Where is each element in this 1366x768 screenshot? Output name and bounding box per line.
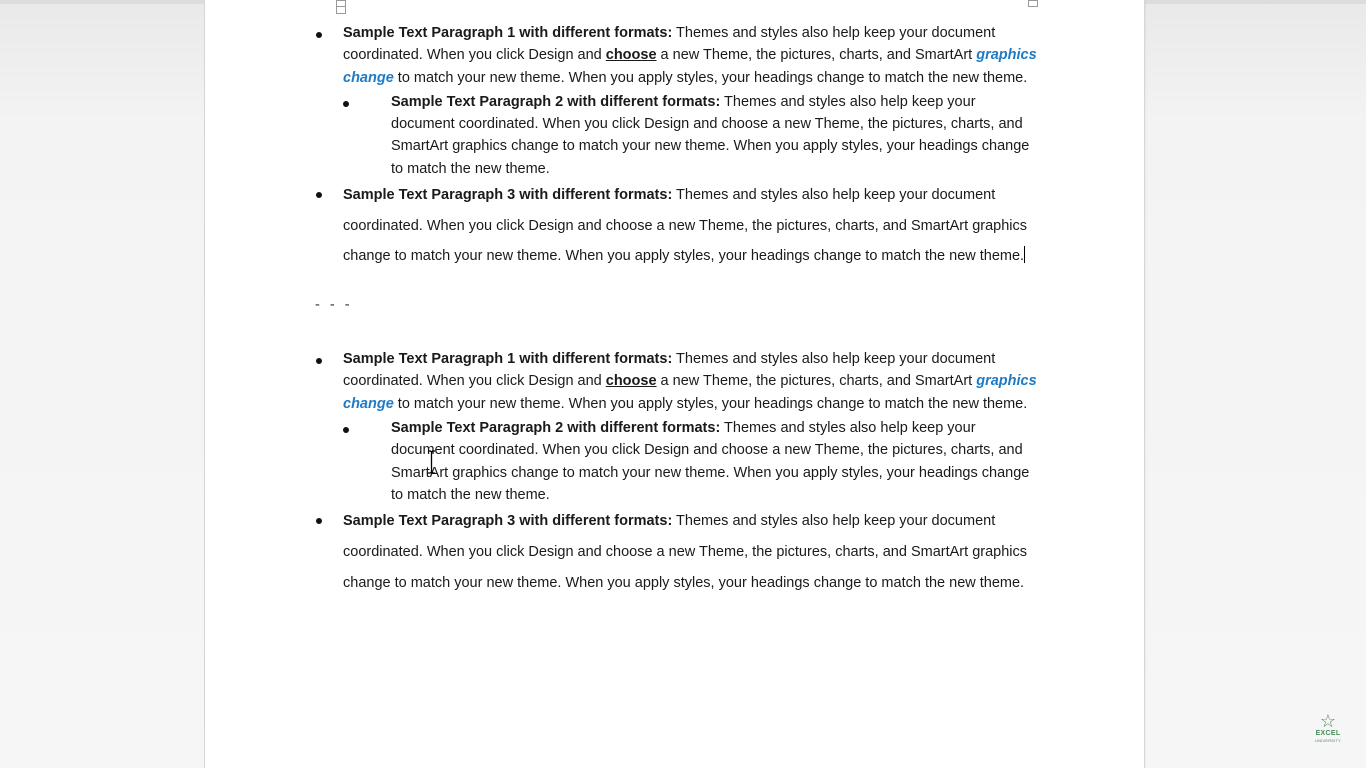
list-item-paragraph-1[interactable] — [343, 348, 1043, 415]
document-page[interactable] — [205, 0, 1144, 768]
left-indent-marker[interactable] — [336, 0, 346, 14]
blue-italic-phrase: graphics change — [343, 47, 1037, 86]
paragraph-text: Themes and styles also help keep your document coordinated. When you click Design and — [343, 25, 996, 64]
text-cursor — [1024, 246, 1025, 263]
document-body[interactable] — [205, 22, 1144, 598]
star-icon: ☆ — [1319, 711, 1337, 731]
logo-tagline: UNIVERSITY — [1314, 738, 1341, 743]
bold-lead: Sample Text Paragraph 3 with different formats: — [343, 187, 673, 204]
paragraph-text: to match your new theme. When you apply styles, your headings change to match the new theme. — [393, 69, 1028, 86]
bullet-icon — [316, 192, 322, 198]
paragraph-text: Themes and styles also help keep your document coordinated. When you click Design and — [343, 351, 996, 390]
list-item-paragraph-3[interactable] — [343, 180, 1043, 272]
bold-lead: Sample Text Paragraph 3 with different formats: — [343, 513, 673, 530]
excel-university-logo — [1308, 712, 1348, 746]
paragraph-text: a new Theme, the pictures, charts, and SmartArt — [656, 373, 977, 390]
list-item-paragraph-2[interactable] — [391, 91, 1041, 180]
bullet-icon — [316, 32, 322, 38]
paragraph-text: to match your new theme. When you apply styles, your headings change to match the new theme. — [393, 395, 1028, 412]
underlined-word: choose — [605, 47, 657, 64]
bullet-icon — [343, 101, 349, 107]
paragraph-text: Themes and styles also help keep your document coordinated. When you click Design and choose a new Theme, the pictures, charts, and SmartArt graphics change to match your new theme. When you apply styles, your headings change to match the new theme. — [391, 420, 1030, 503]
list-item-paragraph-3[interactable] — [343, 506, 1043, 598]
ibeam-cursor-icon — [427, 450, 436, 474]
paragraph-text: Themes and styles also help keep your document coordinated. When you click Design and choose a new Theme, the pictures, charts, and SmartArt graphics change to match your new theme. When you apply styles, your headings change to match the new theme. — [343, 513, 1027, 591]
list-item-paragraph-2[interactable] — [391, 417, 1041, 506]
bold-lead: Sample Text Paragraph 2 with different formats: — [391, 93, 721, 110]
logo-brand: EXCEL — [1315, 730, 1341, 737]
bold-lead: Sample Text Paragraph 1 with different formats: — [343, 25, 673, 41]
list-item-paragraph-1[interactable] — [343, 22, 1043, 89]
bullet-icon — [316, 518, 322, 524]
bold-lead: Sample Text Paragraph 2 with different formats: — [391, 420, 721, 437]
bullet-icon — [316, 358, 322, 364]
paragraph-text: Themes and styles also help keep your document coordinated. When you click Design and choose a new Theme, the pictures, charts, and SmartArt graphics change to match your new theme. When you apply styles, your headings change to match the new theme. — [343, 187, 1027, 265]
bullet-icon — [343, 427, 349, 433]
paragraph-text: a new Theme, the pictures, charts, and SmartArt — [656, 47, 977, 64]
underlined-word: choose — [605, 373, 657, 390]
blue-italic-phrase: graphics change — [343, 373, 1037, 412]
paragraph-text: Themes and styles also help keep your document coordinated. When you click Design and choose a new Theme, the pictures, charts, and SmartArt graphics change to match your new theme. When you apply styles, your headings change to match the new theme. — [391, 93, 1030, 177]
right-indent-marker[interactable] — [1028, 0, 1038, 7]
bold-lead: Sample Text Paragraph 1 with different formats: — [343, 351, 673, 368]
separator-line: - - - — [315, 297, 353, 314]
